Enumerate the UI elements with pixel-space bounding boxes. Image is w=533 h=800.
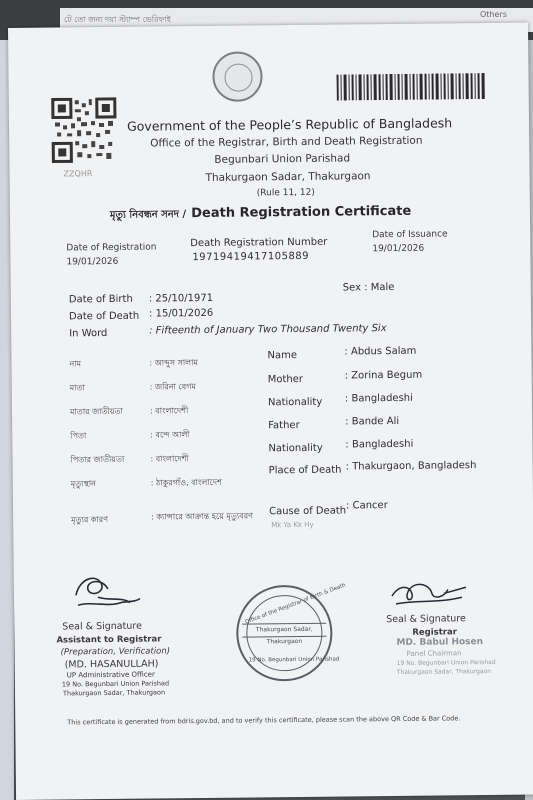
date-of-death-label: Date of Death (68, 310, 140, 323)
registration-number-label: Death Registration Number (190, 236, 328, 250)
header-line3: Begunbari Union Parishad (214, 152, 351, 166)
mother-nationality-label: Nationality (267, 396, 323, 409)
father-value: : Bande Ali (345, 415, 400, 428)
left-signatory-name: (MD. HASANULLAH) (64, 658, 159, 671)
right-role: Registrar (412, 627, 457, 638)
cause-of-death-subtext: Mk Ya Kk Hy (271, 520, 314, 530)
father-nationality-bn-value: : বাংলাদেশী (150, 454, 189, 464)
cause-of-death-value: : Cancer (345, 500, 388, 512)
header-line4: Thakurgaon Sadar, Thakurgaon (205, 170, 371, 184)
seal-bottom-text: 19 No. Begunbari Union Parishad (248, 656, 340, 664)
date-of-death-value: : 15/01/2026 (148, 307, 214, 320)
father-label: Father (268, 419, 300, 432)
left-signature-icon (68, 567, 148, 614)
right-signatory-place: Thakurgaon Sadar, Thakurgaon (396, 667, 492, 676)
title-bengali: মৃত্যু নিবন্ধন সনদ / (109, 209, 187, 221)
place-of-death-value: : Thakurgaon, Bangladesh (345, 460, 477, 473)
footer-note: This certificate is generated from bdris.gov.bd, and to verify this certificate, please scan the above QR Code & Bar Code. (67, 714, 461, 727)
cause-of-death-label: Cause of Death (269, 505, 347, 518)
registration-number-value: 19719419417105889 (192, 250, 310, 264)
mother-nationality-bn-value: : বাংলাদেশী (149, 406, 189, 416)
qr-caption: ZZQHR (63, 169, 93, 179)
father-nationality-label: Nationality (268, 442, 323, 455)
right-signature-icon (386, 573, 472, 610)
place-of-death-bn-value: : ঠাকুরগাঁও, বাংলাদেশ (150, 477, 222, 488)
official-round-seal (236, 582, 347, 682)
in-word-value: : Fifteenth of January Two Thousand Twenty Six (149, 323, 387, 337)
qr-code-icon (51, 97, 118, 164)
seal-top-text: Office of the Registrar of Birth & Death (244, 582, 347, 626)
left-role: Assistant to Registrar (56, 634, 162, 646)
date-of-registration-label: Date of Registration (66, 242, 157, 254)
left-seal-label: Seal & Signature (62, 620, 142, 633)
date-of-issuance-label: Date of Issuance (372, 229, 448, 241)
cause-of-death-bn-label: মৃত্যুর কারণ (71, 514, 109, 525)
certificate-title (110, 200, 412, 225)
mother-nationality-value: : Bangladeshi (344, 392, 413, 405)
certificate-page (8, 23, 533, 800)
date-of-birth-label: Date of Birth (68, 293, 133, 306)
mother-value: : Zorina Begum (344, 369, 423, 382)
date-of-registration-value: 19/01/2026 (66, 256, 119, 268)
left-signatory-place: Thakurgaon Sadar, Thakurgaon (62, 688, 166, 698)
seal-band-text: Thakurgaon Sadar, Thakurgaon (242, 623, 326, 638)
mother-label: Mother (267, 373, 304, 386)
left-signatory-title: UP Administrative Officer (66, 670, 155, 680)
header-line1: Government of the People’s Republic of Bangladesh (126, 115, 453, 134)
right-signatory-name: MD. Babul Hosen (396, 637, 484, 648)
name-bn-value: : আব্দুস সালাম (149, 358, 198, 368)
bangladesh-emblem-icon (212, 51, 263, 102)
header-line2: Office of the Registrar, Birth and Death Registration (150, 134, 423, 150)
right-seal-label: Seal & Signature (386, 613, 466, 626)
place-of-death-bn-label: মৃত্যুস্থান (70, 479, 96, 489)
name-bn-label: নাম (69, 359, 82, 369)
left-role-sub: (Preparation, Verification) (60, 646, 171, 658)
date-of-birth-value: : 25/10/1971 (148, 292, 214, 305)
barcode-icon (337, 73, 487, 101)
place-of-death-label: Place of Death (268, 464, 342, 477)
father-bn-value: : বন্দে আলী (150, 430, 190, 440)
mother-bn-value: : জরিনা বেগম (149, 382, 196, 392)
date-of-issuance-value: 19/01/2026 (372, 243, 425, 255)
underlying-strip-right: Others (480, 10, 507, 19)
sex-field: Sex : Male (342, 281, 395, 294)
father-nationality-bn-label: পিতার জাতীয়তা (70, 454, 125, 465)
name-value: : Abdus Salam (344, 345, 417, 358)
mother-bn-label: মাতা (69, 383, 85, 393)
underlying-strip-text: টে তো জন্য দয়া স্ট্যাম্প ভেরিফাই (64, 15, 171, 24)
left-signatory-union: 19 No. Begunbari Union Parishad (61, 679, 170, 689)
in-word-label: In Word (69, 327, 108, 340)
right-signatory-title: Panel Chairman (406, 649, 462, 658)
header-rule: (Rule 11, 12) (256, 187, 315, 199)
father-nationality-value: : Bangladeshi (345, 438, 414, 451)
father-bn-label: পিতা (70, 431, 87, 441)
mother-nationality-bn-label: মাতার জাতীয়তা (69, 406, 123, 417)
right-signatory-union: 19 No. Begunbari Union Parishad (396, 658, 496, 667)
cause-of-death-bn-value: : ক্যান্সারে আক্রান্ত হয়ে মৃত্যুবরণ (151, 511, 253, 522)
title-english: Death Registration Certificate (191, 203, 412, 222)
name-label: Name (267, 349, 298, 362)
